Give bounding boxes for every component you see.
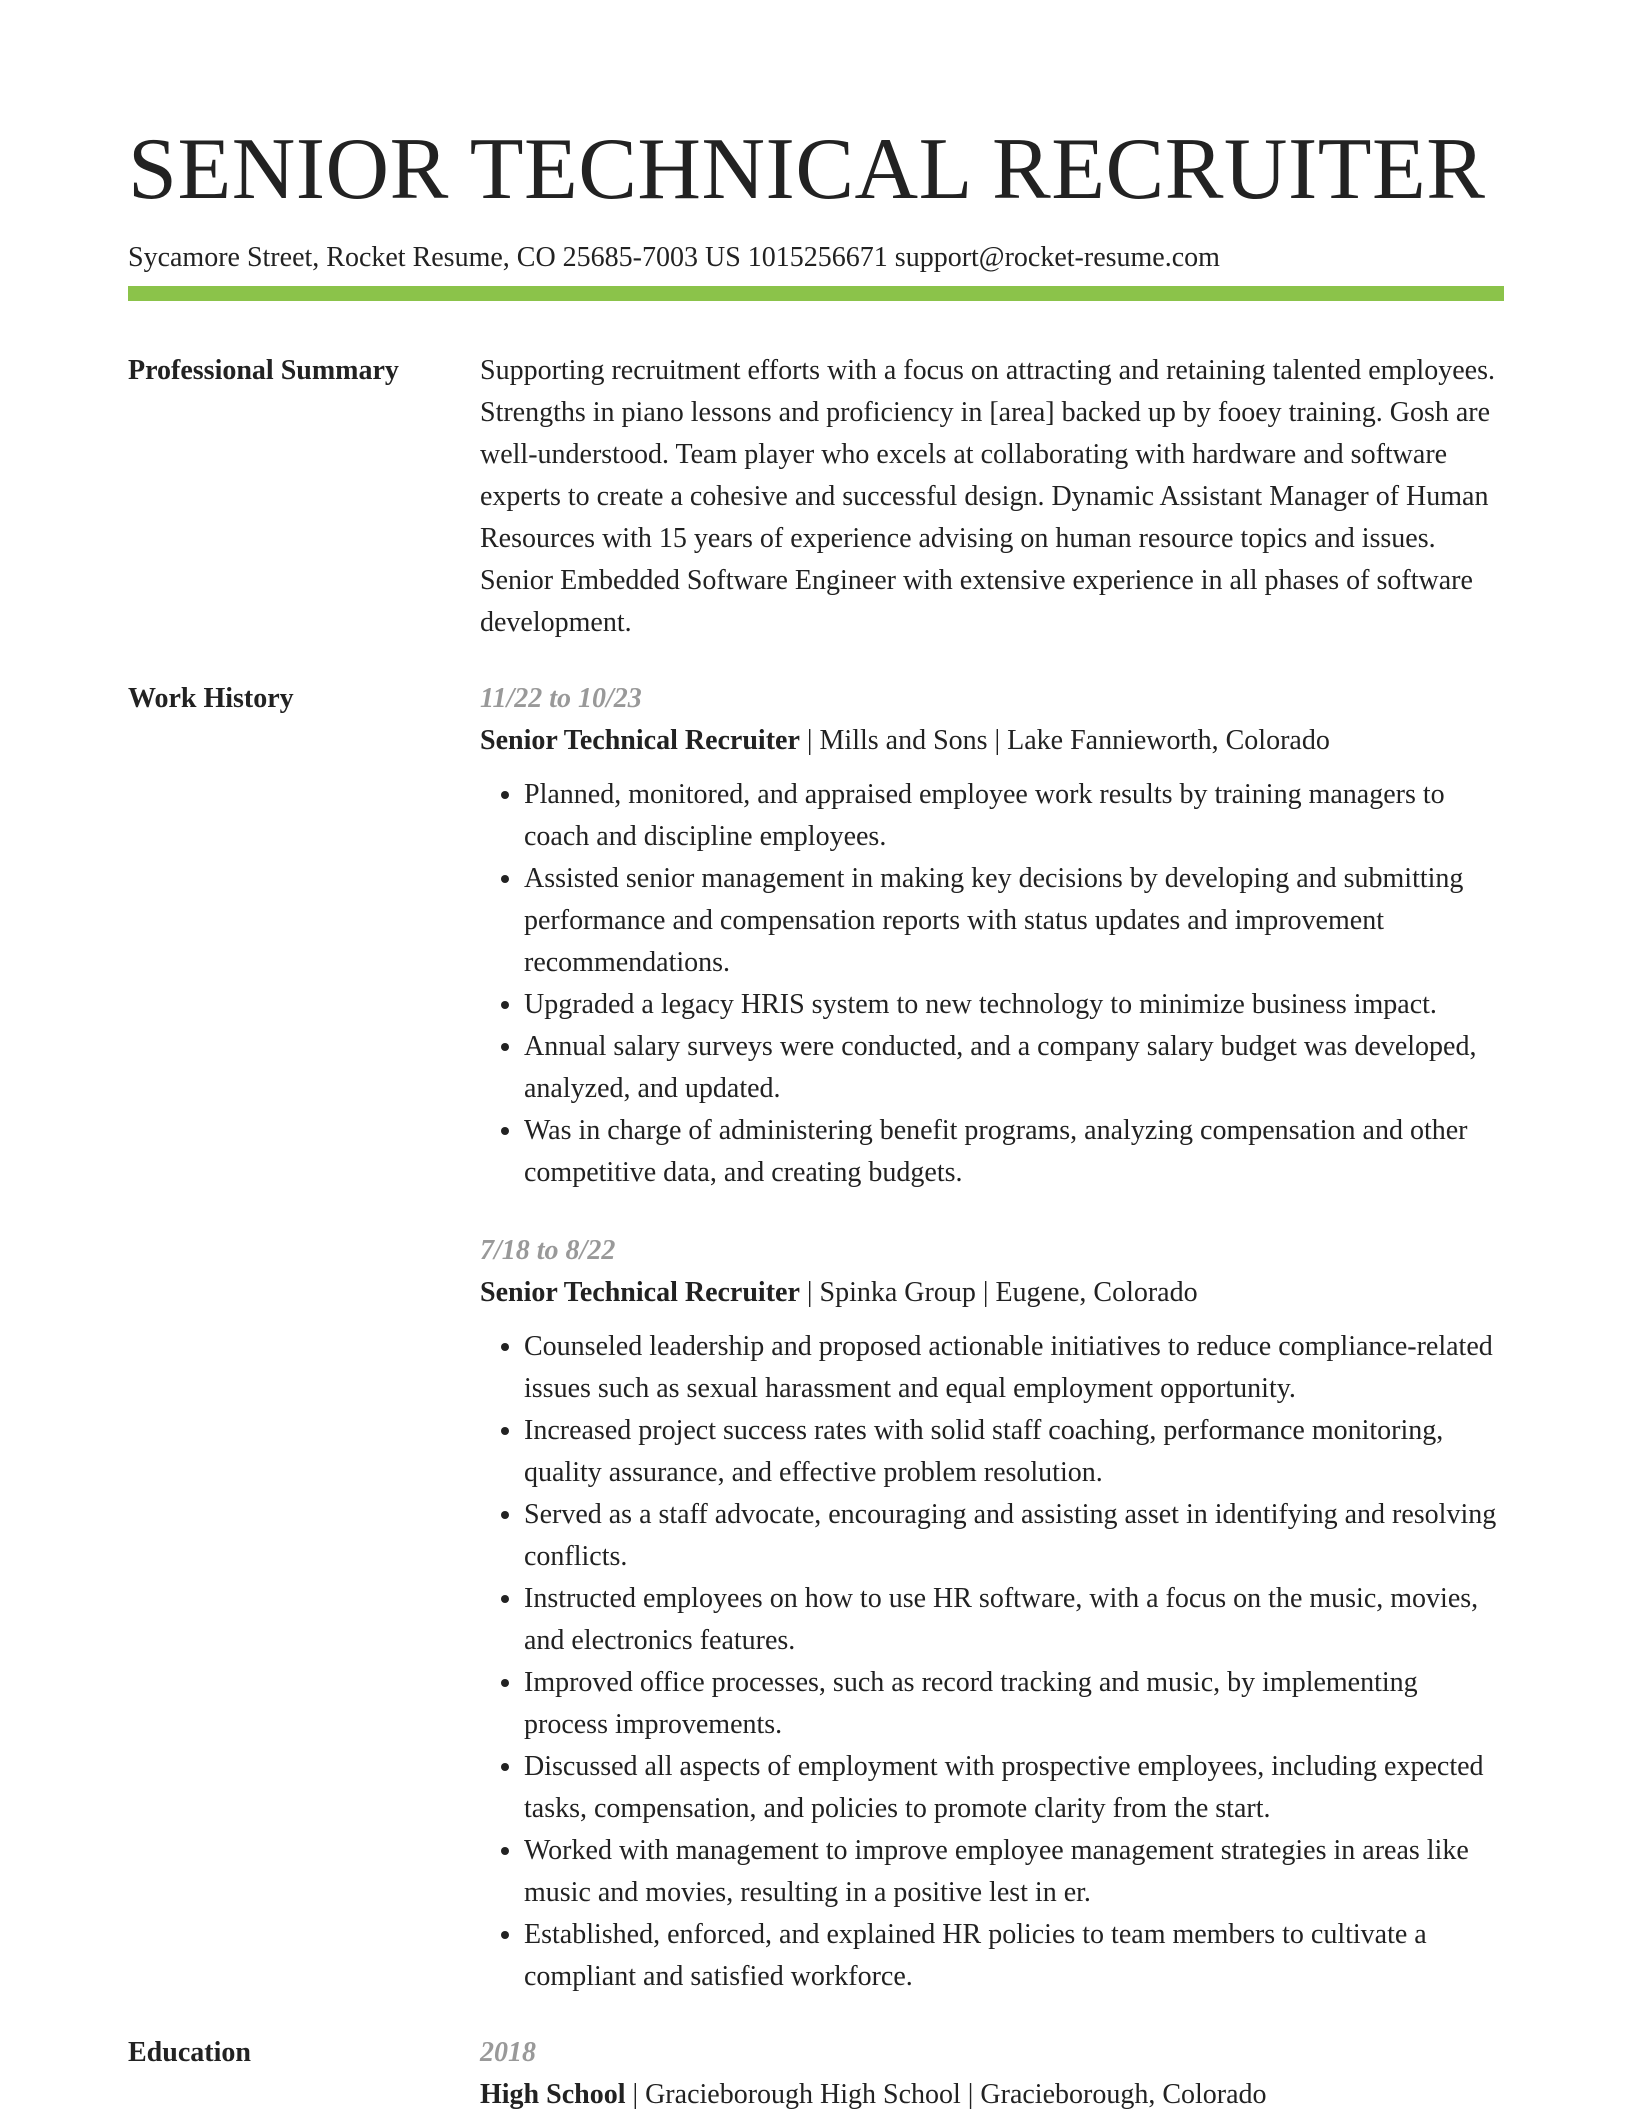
summary-section [128, 350, 1504, 644]
job-bullet: • Upgraded a legacy HRIS system to new technology to minimize business impact. [524, 984, 1504, 1026]
candidate-title: SENIOR TECHNICAL RECRUITER [128, 121, 1486, 218]
education-section [128, 2032, 1504, 2112]
job-dates: 7/18 to 8/22 [480, 1235, 616, 1266]
job-bullet-list [480, 1326, 1504, 1998]
contact-line: Sycamore Street, Rocket Resume, CO 25685-7003 US 1015256671 support@rocket-resume.com [128, 242, 1220, 273]
education-degree: High School [480, 2079, 626, 2110]
education-dates: 2018 [480, 2037, 536, 2068]
job-entry [480, 1230, 1504, 1998]
education-entry [480, 2032, 1504, 2112]
job-details: | Mills and Sons | Lake Fannieworth, Colorado [799, 725, 1330, 756]
summary-text: Supporting recruitment efforts with a focus on attracting and retaining talented employees. Strengths in piano lessons and proficiency in [area] backed up by fooey training. Gosh are well-understood. Team player who excels at collaborating with hardware and software experts to create a cohesive and successful design. Dynamic Assistant Manager of Human Resources with 15 years of experience advising on human resource topics and issues. Senior Embedded Software Engineer with extensive experience in all phases of software development. [480, 355, 1495, 638]
job-bullet: • Annual salary surveys were conducted, and a company salary budget was developed, analyzed, and updated. [524, 1026, 1504, 1110]
section-title-education: Education [128, 2037, 251, 2068]
job-bullet: • Planned, monitored, and appraised employee work results by training managers to coach and discipline employees. [524, 774, 1504, 858]
job-bullet-list [480, 774, 1504, 1194]
job-bullet: • Established, enforced, and explained HR policies to team members to cultivate a compliant and satisfied workforce. [524, 1914, 1504, 1998]
job-heading [480, 1272, 1504, 1314]
job-bullet: • Instructed employees on how to use HR software, with a focus on the music, movies, and electronics features. [524, 1578, 1504, 1662]
section-title-summary: Professional Summary [128, 355, 399, 386]
job-bullet: • Increased project success rates with solid staff coaching, performance monitoring, quality assurance, and effective problem resolution. [524, 1410, 1504, 1494]
job-bullet: • Assisted senior management in making key decisions by developing and submitting performance and compensation reports with status updates and improvement recommendations. [524, 858, 1504, 984]
job-bullet: • Improved office processes, such as record tracking and music, by implementing process improvements. [524, 1662, 1504, 1746]
job-role: Senior Technical Recruiter [480, 1277, 800, 1308]
job-bullet: • Was in charge of administering benefit programs, analyzing compensation and other competitive data, and creating budgets. [524, 1110, 1504, 1194]
job-role: Senior Technical Recruiter [480, 725, 800, 756]
job-dates: 11/22 to 10/23 [480, 683, 642, 714]
work-history-section [128, 678, 1504, 1998]
education-heading [480, 2074, 1504, 2112]
job-details: | Spinka Group | Eugene, Colorado [799, 1277, 1198, 1308]
education-content [480, 2032, 1504, 2112]
section-title-work-history: Work History [128, 683, 294, 714]
job-bullet: • Served as a staff advocate, encouraging and assisting asset in identifying and resolving conflicts. [524, 1494, 1504, 1578]
summary-content [480, 350, 1504, 644]
education-details: | Gracieborough High School | Gracieborough, Colorado [625, 2079, 1267, 2110]
resume-header [128, 120, 1504, 276]
job-bullet: • Counseled leadership and proposed actionable initiatives to reduce compliance-related issues such as sexual harassment and equal employment opportunity. [524, 1326, 1504, 1410]
accent-divider [128, 286, 1504, 301]
job-bullet: • Discussed all aspects of employment with prospective employees, including expected tasks, compensation, and policies to promote clarity from the start. [524, 1746, 1504, 1830]
work-history-content [480, 678, 1504, 1998]
job-heading [480, 720, 1504, 762]
job-bullet: • Worked with management to improve employee management strategies in areas like music and movies, resulting in a positive lest in er. [524, 1830, 1504, 1914]
job-entry [480, 678, 1504, 1194]
resume-body [128, 350, 1504, 2112]
